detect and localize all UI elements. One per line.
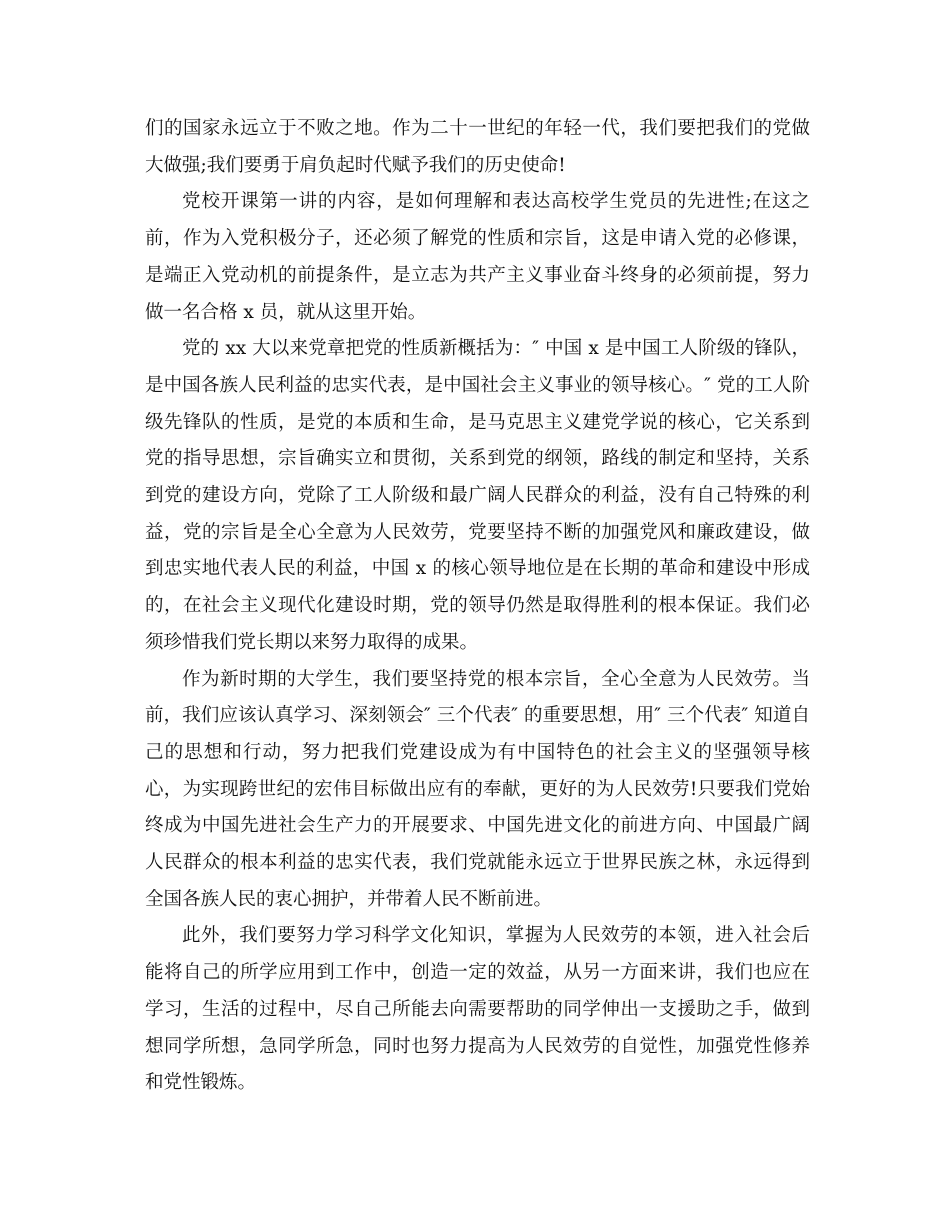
paragraph-study-and-service: 此外，我们要努力学习科学文化知识，掌握为人民效劳的本领，进入社会后能将自己的所学应用到工作中，创造一定的效益，从另一方面来讲，我们也应在学习，生活的过程中，尽自己所能去向需要帮助的同学伸出一支援助之手，做到想同学所想，急同学所急，同时也努力提高为人民效劳的自觉性，加强党性修养和党性锻炼。 xyxy=(145,925,810,1094)
paragraph-party-school-lecture: 党校开课第一讲的内容，是如何理解和表达高校学生党员的先进性;在这之前，作为入党积极分子，还必须了解党的性质和宗旨，这是申请入党的必修课，是端正入党动机的前提条件，是立志为共产主义事业奋斗终身的必须前提，努力做一名合格 x 员，就从这里开始。 xyxy=(145,191,810,323)
paragraph-continuation: 们的国家永远立于不败之地。作为二十一世纪的年轻一代，我们要把我们的党做大做强;我们要勇于肩负起时代赋予我们的历史使命! xyxy=(145,118,810,176)
document-body xyxy=(145,111,810,1102)
paragraph-party-nature: 党的 xx 大以来党章把党的性质新概括为：″ 中国 x 是中国工人阶级的锋队，是中国各族人民利益的忠实代表，是中国社会主义事业的领导核心。″ 党的工人阶级先锋队的性质，是党的本质和生命，是马克思主义建党学说的核心，它关系到党的指导思想，宗旨确实立和贯彻，关系到党的纲领，路线的制定和坚持，关系到党的建设方向，党除了工人阶级和最广阔人民群众的利益，没有自己特殊的利益，党的宗旨是全心全意为人民效劳，党要坚持不断的加强党风和廉政建设，做到忠实地代表人民的利益，中国 x 的核心领导地位是在长期的革命和建设中形成的，在社会主义现代化建设时期，党的领导仍然是取得胜利的根本保证。我们必须珍惜我们党长期以来努力取得的成果。 xyxy=(145,338,810,653)
paragraph-university-students: 作为新时期的大学生，我们要坚持党的根本宗旨，全心全意为人民效劳。当前，我们应该认真学习、深刻领会″ 三个代表″ 的重要思想，用″ 三个代表″ 知道自己的思想和行动，努力把我们党建设成为有中国特色的社会主义的坚强领导核心，为实现跨世纪的宏伟目标做出应有的奉献，更好的为人民效劳!只要我们党始终成为中国先进社会生产力的开展要求、中国先进文化的前进方向、中国最广阔人民群众的根本利益的忠实代表，我们党就能永远立于世界民族之林，永远得到全国各族人民的衷心拥护，并带着人民不断前进。 xyxy=(145,668,810,910)
